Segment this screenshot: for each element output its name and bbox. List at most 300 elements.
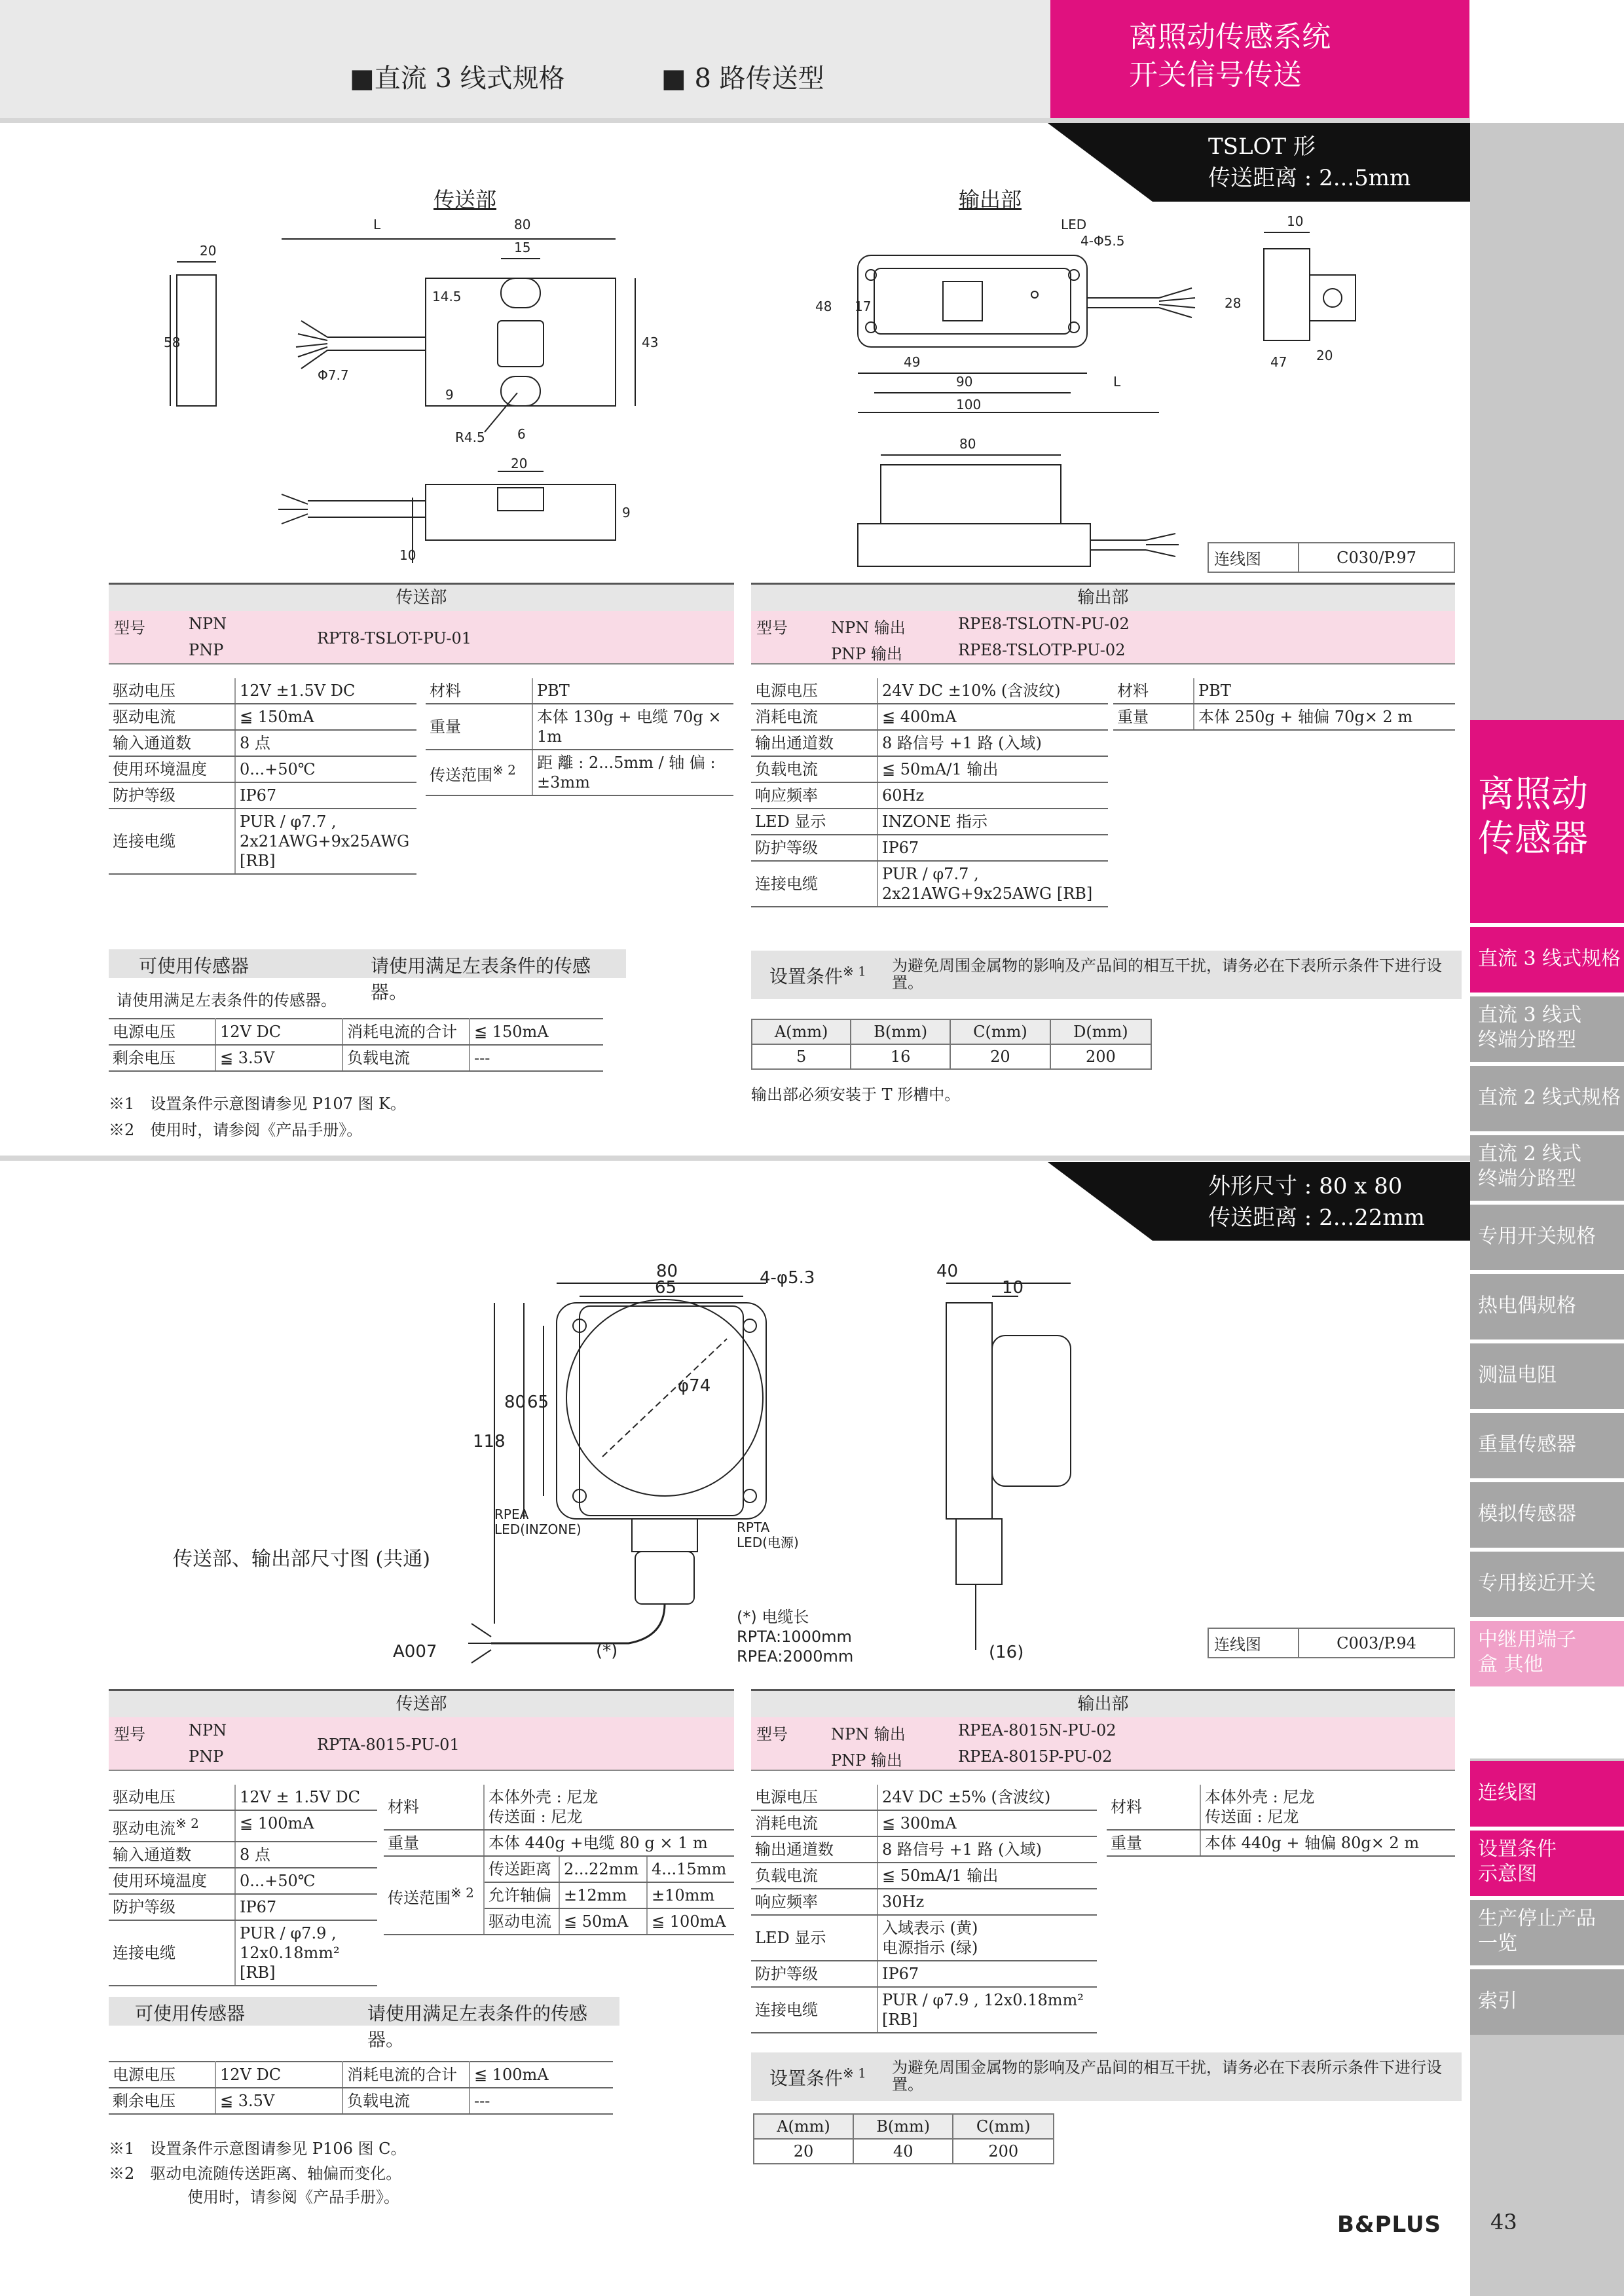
- section1-banner-2: 传送距离 : 2...5mm: [1208, 165, 1411, 191]
- cond-note: 输出部必须安装于 T 形槽中。: [751, 1085, 961, 1104]
- dim-118: 118: [473, 1432, 506, 1451]
- caption-output: 输出部: [959, 187, 1022, 212]
- usable-title: 可使用传感器: [135, 2003, 246, 2024]
- rx2-spec-table: [751, 1785, 1097, 2033]
- dim-15: 15: [514, 240, 531, 255]
- usable-table-1: [109, 1018, 603, 1072]
- note-2: ※2 使用时，请参阅《产品手册》。: [109, 1121, 363, 1139]
- led-rpta-2: LED(电源): [737, 1535, 799, 1550]
- conditions-title: [769, 2064, 866, 2090]
- dim-holes: 4-Φ5.5: [1080, 233, 1125, 249]
- usable-desc-2: 请使用满足左表条件的传感器。: [117, 991, 337, 1010]
- cond-head: A(mm): [754, 2114, 853, 2139]
- dim-10: 10: [399, 547, 416, 563]
- note-1: ※1 设置条件示意图请参见 P107 图 K。: [109, 1095, 407, 1113]
- range-row-b: ≦ 100mA: [647, 1908, 734, 1935]
- spec-key: 响应频率: [751, 1889, 877, 1915]
- spec-value: 8 路信号 +1 路 (入域): [877, 1836, 1097, 1863]
- dim-20: 20: [200, 243, 217, 259]
- spec-label-dc3wire: ■直流 3 线式规格: [350, 64, 565, 94]
- dim-9: 9: [445, 387, 454, 403]
- rx2-model-row: [751, 1717, 1455, 1771]
- cond-value: 5: [752, 1044, 851, 1069]
- tx2-model: RPTA-8015-PU-01: [317, 1736, 460, 1754]
- range-row-a: 2...22mm: [559, 1856, 647, 1882]
- model-label: 型号: [756, 1725, 788, 1743]
- cond-value: 16: [851, 1044, 950, 1069]
- cond-value: 20: [754, 2139, 853, 2164]
- spec-value: IP67: [877, 1961, 1097, 1987]
- cable-line-2: [RB]: [882, 2011, 918, 2029]
- section-divider: [0, 1156, 1470, 1161]
- usable-key: 消耗电流的合计: [342, 2062, 470, 2088]
- spec-value: ≦ 100mA: [235, 1810, 377, 1842]
- sidebar-item-index[interactable]: [1470, 1969, 1624, 2035]
- spec-value: [235, 1920, 377, 1986]
- usable-value: ≦ 3.5V: [215, 2088, 342, 2114]
- cond-head: A(mm): [752, 1019, 851, 1044]
- spec-key: 连接电缆: [751, 1987, 877, 2033]
- spec-key: LED 显示: [751, 809, 877, 835]
- sidebar-item-label: 终端分路型: [1478, 1029, 1576, 1051]
- spec-key: 电源电压: [751, 678, 877, 704]
- weight-value: 本体 130g + 电缆 70g × 1m: [532, 704, 733, 750]
- dim-10: 10: [1002, 1278, 1024, 1298]
- range-row-a: ±12mm: [559, 1882, 647, 1908]
- spec-label-8ch: ■ 8 路传送型: [661, 64, 824, 94]
- pnp-label: PNP 输出: [831, 1751, 902, 1770]
- spec-value: ≦ 300mA: [877, 1810, 1097, 1836]
- spec-key: 输入通道数: [109, 730, 235, 756]
- model-label: 型号: [756, 619, 788, 637]
- sidebar-item-label: 热电偶规格: [1478, 1294, 1576, 1317]
- sidebar-item-label: 测温电阻: [1478, 1364, 1557, 1387]
- sidebar-main-title-2: 传感器: [1478, 818, 1588, 860]
- wiring-value[interactable]: C003/P.94: [1299, 1628, 1454, 1658]
- spec-value: [235, 809, 416, 874]
- chapter-title-2: 开关信号传送: [1129, 58, 1302, 92]
- sidebar-item-label: 设置条件: [1478, 1838, 1557, 1861]
- caption-transmitter: 传送部: [434, 187, 497, 212]
- conditions-title-text: 设置条件: [769, 2068, 843, 2089]
- dim-9-bottom: 9: [622, 505, 631, 520]
- material-value: [484, 1785, 734, 1830]
- usable-key: 剩余电压: [109, 2088, 215, 2114]
- spec-key: 驱动电压: [109, 1785, 235, 1810]
- tx2-material-table: [384, 1785, 734, 1935]
- tx-spec-table: [109, 678, 416, 875]
- led-rpta-1: RPTA: [737, 1520, 770, 1535]
- dim-star: (*): [596, 1641, 618, 1661]
- spec-key: 使用环境温度: [109, 756, 235, 782]
- cond-head: B(mm): [851, 1019, 950, 1044]
- rx2-table-header: 输出部: [751, 1689, 1455, 1719]
- wiring-ref-1: [1208, 542, 1455, 573]
- spec-mark: ※ 2: [175, 1815, 199, 1831]
- weight-key: 重量: [426, 704, 532, 750]
- sidebar-item-dc2-branch[interactable]: [1470, 1135, 1624, 1201]
- sidebar-item-discontinued[interactable]: [1470, 1900, 1624, 1965]
- material-value: PBT: [532, 678, 733, 704]
- spec-key: 防护等级: [751, 1961, 877, 1987]
- conditions-desc: 为避免周围金属物的影响及产品间的相互干扰，请务必在下表所示条件下进行设置。: [892, 957, 1442, 992]
- header-divider: [0, 118, 1470, 123]
- sidebar-item-label: 连线图: [1478, 1781, 1537, 1804]
- range-row-a: ≦ 50mA: [559, 1908, 647, 1935]
- sidebar-item-label: 专用接近开关: [1478, 1572, 1596, 1595]
- material-line-2: 传送面 : 尼龙: [1205, 1808, 1299, 1826]
- rx2-model-pnp: RPEA-8015P-PU-02: [958, 1747, 1113, 1766]
- rx-model-npn: RPE8-TSLOTN-PU-02: [958, 615, 1130, 633]
- material-line-1: 本体外壳 : 尼龙: [1205, 1788, 1315, 1806]
- usable-value: ≦ 150mA: [470, 1019, 603, 1045]
- material-key: 材料: [384, 1785, 484, 1830]
- conditions-table-1: [751, 1019, 1152, 1070]
- wiring-label: 连线图: [1208, 543, 1299, 572]
- led-rpea-2: LED(INZONE): [494, 1522, 581, 1537]
- npn-label: NPN: [189, 1721, 227, 1740]
- sidebar-item-label: 中继用端子: [1478, 1628, 1576, 1651]
- dim-phi74: φ74: [678, 1376, 711, 1396]
- sidebar-item-label: 直流 2 线式规格: [1478, 1086, 1621, 1109]
- sidebar-item-label: 直流 2 线式: [1478, 1142, 1582, 1165]
- rx2-material-table: [1107, 1785, 1455, 1857]
- dim-l-out: L: [1113, 374, 1121, 390]
- range-mark: ※ 2: [451, 1885, 474, 1901]
- section2-banner-1: 外形尺寸 : 80 x 80: [1208, 1173, 1403, 1199]
- spec-value: [877, 1987, 1097, 2033]
- usable-table-2: [109, 2061, 613, 2115]
- cond-value: 200: [953, 2139, 1054, 2164]
- rx-model-row: [751, 611, 1455, 665]
- cable-line-1: PUR / φ7.9 ,: [240, 1924, 337, 1942]
- dim-65-v: 65: [527, 1393, 549, 1412]
- weight-key: 重量: [1107, 1830, 1200, 1856]
- range-mark: ※ 2: [492, 762, 516, 778]
- dim-17: 17: [855, 299, 872, 314]
- sidebar-item-label: 模拟传感器: [1478, 1503, 1576, 1525]
- dim-90: 90: [956, 374, 973, 390]
- spec-key: 负载电流: [751, 756, 877, 782]
- range-key: [426, 750, 532, 795]
- weight-value: 本体 440g + 轴偏 80g× 2 m: [1200, 1830, 1455, 1856]
- tx2-model-row: [109, 1717, 734, 1771]
- dim-80-v: 80: [504, 1393, 526, 1412]
- spec-value: ≦ 150mA: [235, 704, 416, 730]
- cable-line-1: PUR / φ7.7 ,: [240, 812, 337, 831]
- sidebar-item-label: 一览: [1478, 1932, 1517, 1955]
- cable-note-1: (*) 电缆长: [737, 1608, 809, 1626]
- usable-key: 负载电流: [342, 2088, 470, 2114]
- range-row-key: 允许轴偏: [484, 1882, 559, 1908]
- spec-value: 24V DC ±10% (含波纹): [877, 678, 1108, 704]
- dim-65-h: 65: [655, 1278, 677, 1298]
- rx-material-table: [1113, 678, 1455, 731]
- spec-value: 8 点: [235, 730, 416, 756]
- sidebar-item-label: 终端分路型: [1478, 1167, 1576, 1190]
- range-key: [384, 1856, 484, 1935]
- dim-58: 58: [164, 335, 181, 350]
- note-2-1: ※1 设置条件示意图请参见 P106 图 C。: [109, 2140, 407, 2158]
- usable-value: ---: [470, 1045, 603, 1071]
- tx-model-row: [109, 611, 734, 665]
- spec-key: 负载电流: [751, 1863, 877, 1889]
- conditions-mark: ※ 1: [843, 963, 866, 979]
- usable-value: ---: [470, 2088, 613, 2114]
- cable-length-note: [737, 1607, 853, 1666]
- conditions-bar: [751, 951, 1462, 999]
- cond-value: 20: [950, 1044, 1050, 1069]
- led-line-2: 电源指示 (绿): [882, 1939, 978, 1957]
- conditions-bar-2: [751, 2052, 1462, 2101]
- material-line-1: 本体外壳 : 尼龙: [489, 1788, 599, 1806]
- npn-label: NPN 输出: [831, 1725, 906, 1743]
- spec-value: INZONE 指示: [877, 809, 1108, 835]
- wiring-ref-2: [1208, 1628, 1455, 1658]
- cable-line-2: 12x0.18mm² [RB]: [240, 1944, 340, 1982]
- rx-table-header: 输出部: [751, 583, 1455, 612]
- spec-value: ≦ 400mA: [877, 704, 1108, 730]
- drawing-code: A007: [393, 1642, 437, 1662]
- spec-value: 0...+50℃: [235, 1868, 377, 1894]
- dim-40: 40: [936, 1262, 959, 1281]
- sidebar-item-analog[interactable]: [1470, 1482, 1624, 1548]
- spec-value: 8 点: [235, 1842, 377, 1868]
- spec-key: 消耗电流: [751, 704, 877, 730]
- spec-value: IP67: [235, 1894, 377, 1920]
- spec-key: 驱动电压: [109, 678, 235, 704]
- pnp-label: PNP 输出: [831, 645, 902, 663]
- usable-key: 剩余电压: [109, 1045, 215, 1071]
- dim-20-out: 20: [1316, 348, 1333, 363]
- spec-key: LED 显示: [751, 1915, 877, 1961]
- pnp-label: PNP: [189, 1747, 224, 1766]
- conditions-table-2: [753, 2113, 1054, 2164]
- dim-80-out: 80: [959, 436, 976, 452]
- spec-key: 输出通道数: [751, 1836, 877, 1863]
- usable-value: 12V DC: [215, 1019, 342, 1045]
- weight-value: 本体 250g + 轴偏 70g× 2 m: [1194, 704, 1455, 730]
- dim-28: 28: [1225, 295, 1242, 311]
- spec-key-text: 驱动电流: [113, 1819, 175, 1838]
- dim-led: LED: [1061, 217, 1087, 232]
- cable-line-2: 2x21AWG+9x25AWG [RB]: [240, 832, 410, 870]
- led-rpea-1: RPEA: [494, 1506, 529, 1522]
- spec-key: 驱动电流: [109, 704, 235, 730]
- material-key: 材料: [426, 678, 532, 704]
- spec-key: [109, 1810, 235, 1842]
- spec-value: 12V ±1.5V DC: [235, 678, 416, 704]
- dim-10-out: 10: [1287, 213, 1304, 229]
- sidebar-item-dc3-branch[interactable]: [1470, 996, 1624, 1062]
- range-label: 传送范围: [388, 1889, 451, 1907]
- range-row-key: 驱动电流: [484, 1908, 559, 1935]
- sidebar-item-rtd[interactable]: [1470, 1343, 1624, 1409]
- spec-key: 防护等级: [109, 782, 235, 809]
- tslot-output-drawing: [805, 210, 1467, 576]
- range-label: 传送范围: [430, 766, 492, 784]
- usable-sensors-bar-2: [109, 1997, 619, 2050]
- usable-sensors-bar: [109, 949, 626, 1003]
- sidebar-item-weight[interactable]: [1470, 1413, 1624, 1478]
- spec-value: 0...+50℃: [235, 756, 416, 782]
- sidebar-main-title-1: 离照动: [1478, 773, 1588, 816]
- rx2-model-npn: RPEA-8015N-PU-02: [958, 1721, 1116, 1740]
- tx2-table-header: 传送部: [109, 1689, 734, 1719]
- spec-key: 连接电缆: [109, 809, 235, 874]
- tx-table-header: 传送部: [109, 583, 734, 612]
- spec-key: 使用环境温度: [109, 1868, 235, 1894]
- dim-14-5: 14.5: [432, 289, 462, 304]
- dim-80: 80: [514, 217, 531, 232]
- section2-banner-2: 传送距离 : 2...22mm: [1208, 1205, 1425, 1231]
- weight-value: 本体 440g +电缆 80 g × 1 m: [484, 1830, 734, 1856]
- material-key: 材料: [1107, 1785, 1200, 1830]
- tx2-spec-table: [109, 1785, 377, 1986]
- material-value: PBT: [1194, 678, 1455, 704]
- cable-line-1: PUR / φ7.7 ,: [882, 865, 979, 883]
- range-value: 距 離 : 2...5mm / 轴 偏 : ±3mm: [532, 750, 733, 795]
- range-row-key: 传送距离: [484, 1856, 559, 1882]
- cable-line-1: PUR / φ7.9 , 12x0.18mm²: [882, 1991, 1084, 2009]
- section1-banner-1: TSLOT 形: [1208, 134, 1316, 160]
- spec-key: 输入通道数: [109, 1842, 235, 1868]
- led-line-1: 入域表示 (黄): [882, 1919, 978, 1937]
- npn-label: NPN: [189, 615, 227, 633]
- note-2-3: 使用时，请参阅《产品手册》。: [187, 2188, 399, 2206]
- usable-value: ≦ 3.5V: [215, 1045, 342, 1071]
- range-row-b: ±10mm: [647, 1882, 734, 1908]
- range-row-b: 4...15mm: [647, 1856, 734, 1882]
- material-value: [1200, 1785, 1455, 1830]
- spec-value: 12V ± 1.5V DC: [235, 1785, 377, 1810]
- sidebar-item-conditions[interactable]: [1470, 1831, 1624, 1896]
- dim-47: 47: [1270, 354, 1287, 370]
- spec-key: 电源电压: [751, 1785, 877, 1810]
- usable-key: 负载电流: [342, 1045, 470, 1071]
- usable-value: ≦ 100mA: [470, 2062, 613, 2088]
- sidebar-main-title: [1470, 720, 1624, 923]
- usable-desc: 请使用满足左表条件的传感器。: [371, 955, 591, 1003]
- dim-20-bottom: 20: [511, 456, 528, 471]
- conditions-desc: 为避免周围金属物的影响及产品间的相互干扰，请务必在下表所示条件下进行设置。: [892, 2058, 1442, 2094]
- usable-key: 消耗电流的合计: [342, 1019, 470, 1045]
- dim-16: (16): [989, 1643, 1024, 1662]
- dim-43: 43: [642, 335, 659, 350]
- material-line-2: 传送面 : 尼龙: [489, 1808, 583, 1826]
- sidebar-item-label: 专用开关规格: [1478, 1225, 1596, 1248]
- dim-l: L: [373, 217, 381, 232]
- sidebar-item-relay[interactable]: [1470, 1621, 1624, 1686]
- usable-value: 12V DC: [215, 2062, 342, 2088]
- wiring-label: 连线图: [1208, 1628, 1299, 1658]
- usable-title: 可使用传感器: [139, 955, 249, 977]
- tx-model: RPT8-TSLOT-PU-01: [317, 629, 472, 647]
- sidebar-item-label: 直流 3 线式: [1478, 1004, 1582, 1027]
- conditions-title: [769, 962, 866, 989]
- chapter-title-1: 离照动传感系统: [1129, 20, 1331, 54]
- conditions-mark: ※ 1: [843, 2065, 866, 2081]
- dim-48: 48: [815, 299, 832, 314]
- cond-value: 40: [853, 2139, 953, 2164]
- spec-value: [877, 861, 1108, 907]
- spec-key: 连接电缆: [109, 1920, 235, 1986]
- usable-key: 电源电压: [109, 1019, 215, 1045]
- dim-r4-5: R4.5: [455, 429, 485, 445]
- conditions-title-text: 设置条件: [769, 966, 843, 987]
- spec-value: ≦ 50mA/1 输出: [877, 756, 1108, 782]
- weight-key: 重量: [384, 1830, 484, 1856]
- sidebar-item-thermocouple[interactable]: [1470, 1274, 1624, 1339]
- spec-key: 输出通道数: [751, 730, 877, 756]
- spec-key: 消耗电流: [751, 1810, 877, 1836]
- spec-key: 连接电缆: [751, 861, 877, 907]
- material-key: 材料: [1113, 678, 1194, 704]
- cable-note-3: RPEA:2000mm: [737, 1647, 854, 1666]
- cond-value: 200: [1050, 1044, 1151, 1069]
- spec-value: 8 路信号 +1 路 (入域): [877, 730, 1108, 756]
- note-2-2: ※2 驱动电流随传送距离、轴偏而变化。: [109, 2164, 402, 2183]
- dim-6: 6: [517, 426, 526, 442]
- dim-80-h: 80: [656, 1262, 678, 1281]
- dim-49: 49: [904, 354, 921, 370]
- sidebar-item-label: 盒 其他: [1478, 1653, 1543, 1676]
- dim-holes-2: 4-φ5.3: [760, 1268, 815, 1288]
- rx-spec-table: [751, 678, 1108, 907]
- spec-value: 30Hz: [877, 1889, 1097, 1915]
- sidebar-item-label: 示意图: [1478, 1863, 1537, 1886]
- rx-model-pnp: RPE8-TSLOTP-PU-02: [958, 641, 1126, 659]
- brand-logo: B&PLUS: [1337, 2212, 1442, 2238]
- sidebar-item-label: 生产停止产品: [1478, 1907, 1596, 1930]
- sidebar-item-dc3[interactable]: [1470, 927, 1624, 993]
- sidebar-item-proximity[interactable]: [1470, 1552, 1624, 1617]
- chapter-title-box: [1050, 0, 1469, 118]
- tslot-transmitter-drawing: [151, 210, 674, 576]
- spec-value: 60Hz: [877, 782, 1108, 809]
- cond-head: C(mm): [953, 2114, 1054, 2139]
- pnp-label: PNP: [189, 641, 224, 659]
- spec-key: 响应频率: [751, 782, 877, 809]
- drawing-caption: 传送部、输出部尺寸图 (共通): [173, 1548, 430, 1571]
- sidebar-item-label: 重量传感器: [1478, 1433, 1576, 1456]
- usable-key: 电源电压: [109, 2062, 215, 2088]
- weight-key: 重量: [1113, 704, 1194, 730]
- sidebar-item-label: 索引: [1478, 1990, 1517, 2013]
- spec-value: IP67: [235, 782, 416, 809]
- sidebar-item-special[interactable]: [1470, 1205, 1624, 1270]
- dim-100: 100: [956, 397, 982, 412]
- usable-desc: 请使用满足左表条件的传感器。: [367, 2003, 588, 2050]
- wiring-value[interactable]: C030/P.97: [1299, 543, 1454, 572]
- cable-note-2: RPTA:1000mm: [737, 1628, 852, 1646]
- tx-material-table: [426, 678, 733, 796]
- cond-head: C(mm): [950, 1019, 1050, 1044]
- model-label: 型号: [114, 1725, 145, 1743]
- spec-key: 防护等级: [751, 835, 877, 861]
- sidebar-gap: [1470, 1686, 1624, 1758]
- dim-phi7-7: Φ7.7: [318, 367, 349, 383]
- sidebar-item-wiring[interactable]: [1470, 1761, 1624, 1827]
- cable-line-2: 2x21AWG+9x25AWG [RB]: [882, 884, 1093, 903]
- npn-label: NPN 输出: [831, 619, 906, 637]
- spec-key: 防护等级: [109, 1894, 235, 1920]
- sidebar-item-dc2[interactable]: [1470, 1066, 1624, 1131]
- page-number: 43: [1490, 2210, 1517, 2234]
- sidebar-item-label: 直流 3 线式规格: [1478, 947, 1621, 970]
- spec-value: 24V DC ±5% (含波纹): [877, 1785, 1097, 1810]
- cond-head: B(mm): [853, 2114, 953, 2139]
